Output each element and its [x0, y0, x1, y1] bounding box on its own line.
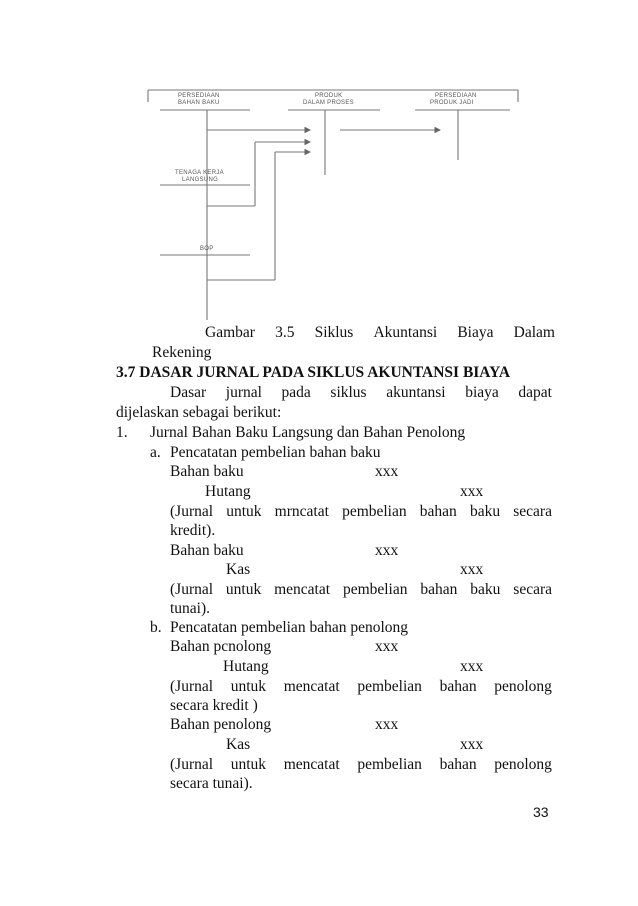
a-entry2-note-line1 — [170, 581, 552, 599]
intro-line1 — [170, 384, 552, 402]
section-a-title: Pencatatan pembelian bahan baku — [170, 444, 381, 461]
note-word: mencatat — [274, 581, 331, 598]
a-entry2-debit-amount: xxx — [375, 542, 399, 559]
figure-caption-line1 — [205, 324, 555, 342]
label-produk-dalam-proses-1: PRODUK — [315, 93, 343, 99]
intro-line2: dijelaskan sebagai berikut: — [116, 404, 282, 421]
b-entry1-note-line1 — [170, 678, 552, 696]
label-persediaan-bahan-baku-2: BAHAN BAKU — [178, 100, 220, 106]
caption-word: Gambar — [205, 324, 255, 341]
a-entry1-debit: Bahan baku — [170, 463, 244, 480]
section-b-title: Pencatatan pembelian bahan penolong — [170, 619, 409, 636]
note-word: mrncatat — [274, 503, 329, 520]
intro-word: siklus — [330, 384, 367, 401]
intro-word: Dasar — [170, 384, 207, 401]
intro-word: jurnal — [225, 384, 262, 401]
b-entry2-credit-amount: xxx — [460, 736, 484, 753]
note-word: pembelian — [357, 678, 422, 695]
caption-word: Akuntansi — [373, 324, 438, 341]
a-entry2-debit: Bahan baku — [170, 542, 244, 559]
note-word: bahan — [420, 581, 458, 598]
label-bop: BOP — [200, 246, 214, 252]
intro-word: pada — [281, 384, 311, 401]
caption-word: Siklus — [314, 324, 354, 341]
note-word: (Jurnal — [170, 678, 214, 695]
a-entry1-debit-amount: xxx — [375, 463, 399, 480]
caption-word: Dalam — [513, 324, 555, 341]
note-word: bahan — [439, 678, 477, 695]
b-entry2-debit-amount: xxx — [375, 716, 399, 733]
label-produk-dalam-proses-2: DALAM PROSES — [303, 100, 354, 106]
note-word: secara — [513, 581, 552, 598]
note-word: untuk — [226, 503, 262, 520]
a-entry1-credit-amount: xxx — [460, 483, 484, 500]
caption-word: Biaya — [457, 324, 494, 341]
label-tenaga-kerja-1: TENAGA KERJA — [175, 170, 224, 176]
b-entry1-credit-amount: xxx — [460, 658, 484, 675]
intro-word: biaya — [465, 384, 499, 401]
item1-number: 1. — [116, 424, 128, 441]
b-entry2-credit: Kas — [226, 736, 251, 753]
b-entry2-note-line2: secara tunai). — [170, 775, 253, 792]
b-entry1-note-line2: secara kredit ) — [170, 697, 258, 714]
a-entry2-note-line2: tunai). — [170, 600, 211, 617]
intro-word: akuntansi — [386, 384, 446, 401]
label-tenaga-kerja-2: LANGSUNG — [182, 177, 219, 183]
note-word: (Jurnal — [170, 503, 214, 520]
a-entry2-credit: Kas — [226, 561, 251, 578]
note-word: mencatat — [283, 756, 340, 773]
intro-word: dapat — [518, 384, 552, 401]
b-entry1-debit: Bahan pcnolong — [170, 638, 272, 655]
section-a-marker: a. — [150, 444, 161, 461]
note-word: baku — [470, 581, 501, 598]
note-word: pembelian — [357, 756, 422, 773]
caption-word: 3.5 — [275, 324, 295, 341]
a-entry2-credit-amount: xxx — [460, 561, 484, 578]
note-word: (Jurnal — [170, 756, 214, 773]
note-word: penolong — [494, 678, 552, 695]
section-heading: 3.7 DASAR JURNAL PADA SIKLUS AKUNTANSI BIAYA — [116, 364, 511, 381]
b-entry2-note-line1 — [170, 756, 552, 774]
a-entry1-note-line2: kredit). — [170, 522, 216, 539]
note-word: pembelian — [342, 503, 407, 520]
note-word: pembelian — [342, 581, 408, 598]
label-persediaan-produk-jadi-2: PRODUK JADI — [430, 100, 474, 106]
label-persediaan-bahan-baku-1: PERSEDIAAN — [178, 93, 220, 99]
a-entry1-note-line1 — [170, 503, 552, 521]
section-b-marker: b. — [150, 619, 162, 636]
figure-caption-line2: Rekening — [152, 344, 212, 361]
note-word: untuk — [230, 678, 267, 695]
note-word: secara — [513, 503, 552, 520]
b-entry2-debit: Bahan penolong — [170, 716, 272, 733]
note-word: untuk — [230, 756, 267, 773]
note-word: untuk — [225, 581, 262, 598]
label-persediaan-produk-jadi-1: PERSEDIAAN — [435, 93, 477, 99]
note-word: (Jurnal — [170, 581, 214, 598]
cost-cycle-diagram — [140, 80, 525, 325]
b-entry1-credit: Hutang — [223, 658, 269, 675]
note-word: penolong — [494, 756, 552, 773]
note-word: baku — [469, 503, 501, 520]
a-entry1-credit: Hutang — [205, 483, 251, 500]
page-number: 33 — [533, 804, 549, 820]
note-word: bahan — [419, 503, 457, 520]
item1-title: Jurnal Bahan Baku Langsung dan Bahan Penolong — [150, 424, 466, 441]
note-word: mencatat — [283, 678, 340, 695]
note-word: bahan — [439, 756, 477, 773]
b-entry1-debit-amount: xxx — [375, 638, 399, 655]
